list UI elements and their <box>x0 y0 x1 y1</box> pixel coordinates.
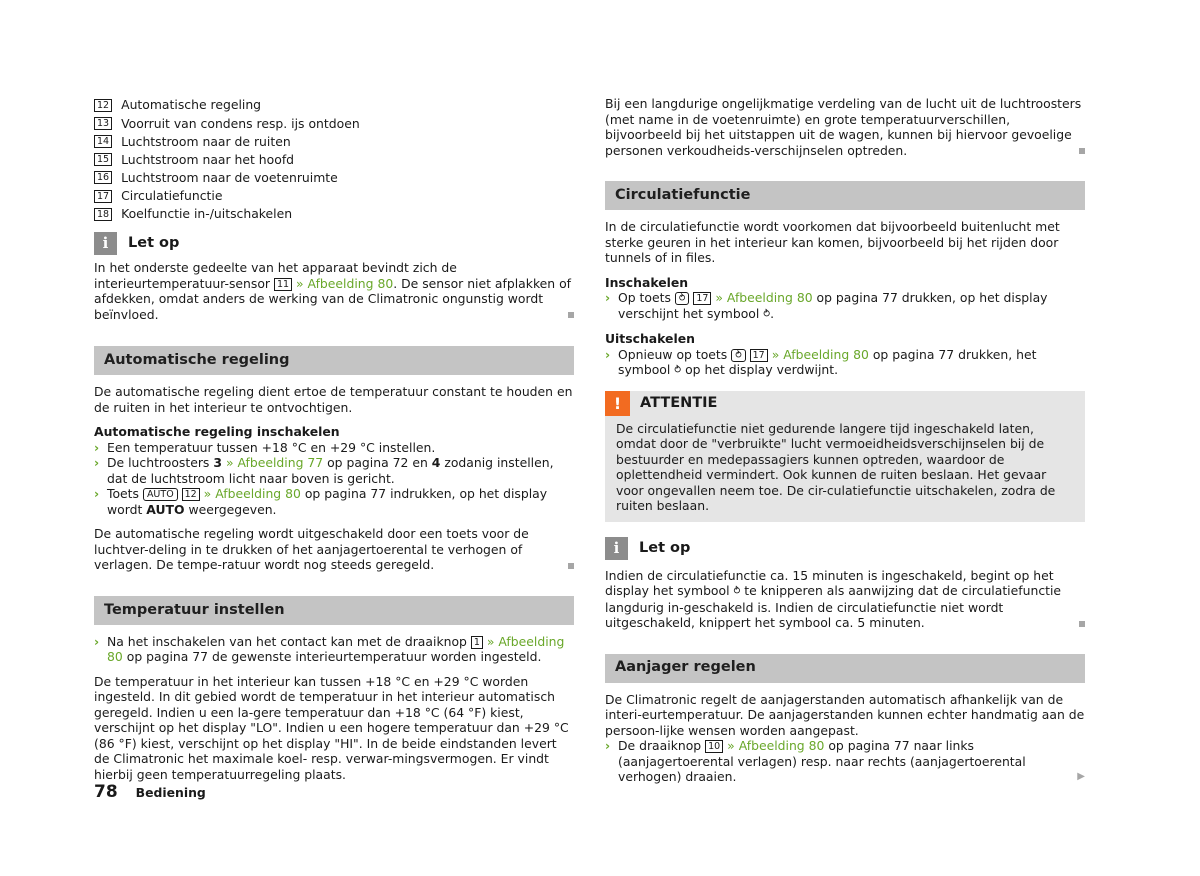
paragraph: De temperatuur in het interieur kan tussen +18 °C en +29 °C worden ingesteld. In dit gebied wordt de temperatuur in het interieur automatisch geregeld. Indien u een la-gere temperatuur dan +18 °C (64 °F) kiest, verschijnt op het display "LO". Indien u een hogere temperatuur dan +29 °C (86 °F) kiest, verschijnt op het display "HI". In de beide eindstanden levert de Climatronic het maximale koel- resp. verwar-mingsvermogen. Er vindt hierbij geen temperatuurregeling plaats. <box>94 673 569 782</box>
note-text: In het onderste gedeelte van het apparaat bevindt zich de interieurtemperatuur-sensor 11 » Afbeelding 80. De sensor niet afplakken of afdekken, omdat anders de werking van de Climatronic ongunstig wordt beïnvloed. <box>94 260 574 322</box>
legend-item <box>94 96 574 114</box>
legend-item <box>94 114 574 132</box>
legend-label: Luchtstroom naar de ruiten <box>121 133 291 149</box>
section-end-marker <box>1079 621 1085 627</box>
section-end-marker <box>568 563 574 569</box>
figure-link[interactable]: » Afbeelding 80 <box>296 275 394 291</box>
next-page-arrow-icon: ▶ <box>1077 771 1085 782</box>
figure-link[interactable]: » Afbeelding 80 <box>771 346 869 362</box>
paragraph: De Climatronic regelt de aanjagerstanden automatisch afhankelijk van de interi-eurtemperatuur. De aanjagerstanden kunnen echter handmatig aan de persoon-lijke wensen worden aangepast. <box>605 691 1085 738</box>
page-number: 78 <box>94 782 118 802</box>
legend-number: 13 <box>94 117 112 130</box>
legend-item <box>94 132 574 150</box>
legend-number: 15 <box>94 153 112 166</box>
legend-number: 12 <box>94 99 112 112</box>
note-header <box>605 536 1085 562</box>
section-end-marker <box>1079 148 1085 154</box>
legend-label: Voorruit van condens resp. ijs ontdoen <box>121 115 360 131</box>
legend-item <box>94 151 574 169</box>
step-arrow-icon: › <box>94 633 100 649</box>
paragraph: De automatische regeling wordt uitgeschakeld door een toets voor de luchtver-deling in te drukken of het aanjagertoerental te verhogen of verlagen. De tempe-ratuur wordt nog steeds geregeld. <box>94 526 574 573</box>
legend-number: 16 <box>94 171 112 184</box>
section-name: Bediening <box>135 785 206 800</box>
info-icon: i <box>605 537 628 560</box>
warning-title: ATTENTIE <box>640 394 718 411</box>
reference-number: 1 <box>471 636 483 649</box>
figure-link[interactable]: » Afbeelding 80 <box>107 633 565 665</box>
recirculation-key-icon: ⥁ <box>731 349 746 362</box>
legend-label: Circulatiefunctie <box>121 188 223 204</box>
step-item: › Na het inschakelen van het contact kan met de draaiknop 1 » Afbeelding 80 op pagina 77 de gewenste interieurtemperatuur worden ingesteld. <box>94 633 565 665</box>
paragraph: Bij een langdurige ongelijkmatige verdeling van de lucht uit de luchtroosters (met name in de voetenruimte) en grote temperatuurverschillen, bijvoorbeeld bij het uitstappen uit de wagen, kunnen bij hiervoor gevoelige personen verkoudheids-verschijnselen optreden. <box>605 96 1085 158</box>
legend-number: 14 <box>94 135 112 148</box>
figure-link[interactable]: » Afbeelding 80 <box>203 486 301 502</box>
legend-number: 17 <box>94 190 112 203</box>
right-column <box>605 96 1085 785</box>
step-item: › De draaiknop 10 » Afbeelding 80 op pagina 77 naar links (aanjagertoerental verlagen) resp. naar rechts (aanjagertoerental verhogen) draaien. ▶ <box>605 738 1085 784</box>
step-arrow-icon: › <box>94 455 100 471</box>
subheading: Inschakelen <box>605 274 689 290</box>
warning-header <box>605 391 1075 417</box>
recirculation-key-icon: ⥁ <box>675 292 690 305</box>
warning-text: De circulatiefunctie niet gedurende langere tijd ingeschakeld laten, omdat door de "verbruikte" lucht vermoeidheidsverschijnselen bij de bestuurder en medepassagiers kunnen optreden, waardoor de oplettendheid vermindert. Ook kunnen de ruiten beslaan. Het gevaar voor ongevallen neem toe. De cir-culatiefunctie uitschakelen, zodra de ruiten beslaan. <box>616 420 1056 513</box>
step-arrow-icon: › <box>605 290 611 305</box>
recirculation-symbol-icon: ⥁ <box>733 586 741 597</box>
subheading: Automatische regeling inschakelen <box>94 424 340 440</box>
auto-key: AUTO <box>143 488 178 501</box>
step-item: › Een temperatuur tussen +18 °C en +29 °C instellen. <box>94 439 436 455</box>
legend-number: 18 <box>94 208 112 221</box>
step-arrow-icon: › <box>94 486 100 502</box>
warning-box <box>605 391 1085 522</box>
reference-number: 10 <box>705 740 723 753</box>
subheading: Uitschakelen <box>605 331 695 346</box>
paragraph: De automatische regeling dient ertoe de temperatuur constant te houden en de ruiten in het interieur te ontvochtigen. <box>94 384 573 415</box>
note-title: Let op <box>639 539 691 556</box>
legend-label: Koelfunctie in-/uitschakelen <box>121 206 293 222</box>
legend-list <box>94 96 574 223</box>
figure-link[interactable]: » Afbeelding 77 <box>225 455 324 471</box>
figure-link[interactable]: » Afbeelding 80 <box>715 290 813 305</box>
page-footer <box>94 782 206 802</box>
step-arrow-icon: › <box>94 439 100 455</box>
legend-label: Automatische regeling <box>121 97 262 113</box>
paragraph: In de circulatiefunctie wordt voorkomen dat bijvoorbeeld buitenlucht met sterke geuren in het interieur kan komen, bijvoorbeeld bij het rijden door tunnels of in files. <box>605 219 1060 265</box>
section-heading: Aanjager regelen <box>605 654 1085 683</box>
step-item: › De luchtroosters 3 » Afbeelding 77 op pagina 72 en 4 zodanig instellen, dat de luchtstroom licht naar boven is gericht. <box>94 455 554 486</box>
legend-item <box>94 187 574 205</box>
section-heading: Temperatuur instellen <box>94 596 574 625</box>
note-title: Let op <box>128 234 180 251</box>
step-item: › Toets AUTO 12 » Afbeelding 80 op pagina 77 indrukken, op het display wordt AUTO weergegeven. <box>94 486 548 517</box>
reference-number: 17 <box>693 292 711 305</box>
section-end-marker <box>568 312 574 318</box>
left-column <box>94 96 574 782</box>
step-arrow-icon: › <box>605 738 611 753</box>
recirculation-symbol-icon: ⥁ <box>674 365 682 376</box>
legend-item <box>94 169 574 187</box>
step-arrow-icon: › <box>605 346 611 362</box>
figure-link[interactable]: » Afbeelding 80 <box>727 738 825 753</box>
reference-number: 17 <box>750 349 768 362</box>
reference-number: 12 <box>182 488 200 501</box>
legend-label: Luchtstroom naar het hoofd <box>121 151 295 167</box>
section-heading: Automatische regeling <box>94 346 574 375</box>
note-text: Indien de circulatiefunctie ca. 15 minuten is ingeschakeld, begint op het display het symbool ⥁ te knipperen als aanwijzing dat de circulatiefunctie langdurig in-geschakeld is. Indien de circulatiefunctie niet wordt uitgeschakeld, knippert het symbool ca. 5 minuten. <box>605 568 1085 631</box>
reference-number: 11 <box>274 278 292 291</box>
info-icon: i <box>94 232 117 255</box>
step-item: › Opnieuw op toets ⥁ 17 » Afbeelding 80 op pagina 77 drukken, het symbool ⥁ op het display verdwijnt. <box>605 346 1037 377</box>
note-header <box>94 230 574 256</box>
warning-icon: ! <box>605 391 630 416</box>
recirculation-symbol-icon: ⥁ <box>763 308 771 320</box>
legend-label: Luchtstroom naar de voetenruimte <box>121 170 338 186</box>
step-item: › Op toets ⥁ 17 » Afbeelding 80 op pagina 77 drukken, op het display verschijnt het symbool ⥁. <box>605 290 1048 321</box>
section-heading: Circulatiefunctie <box>605 181 1085 210</box>
legend-item <box>94 205 574 223</box>
